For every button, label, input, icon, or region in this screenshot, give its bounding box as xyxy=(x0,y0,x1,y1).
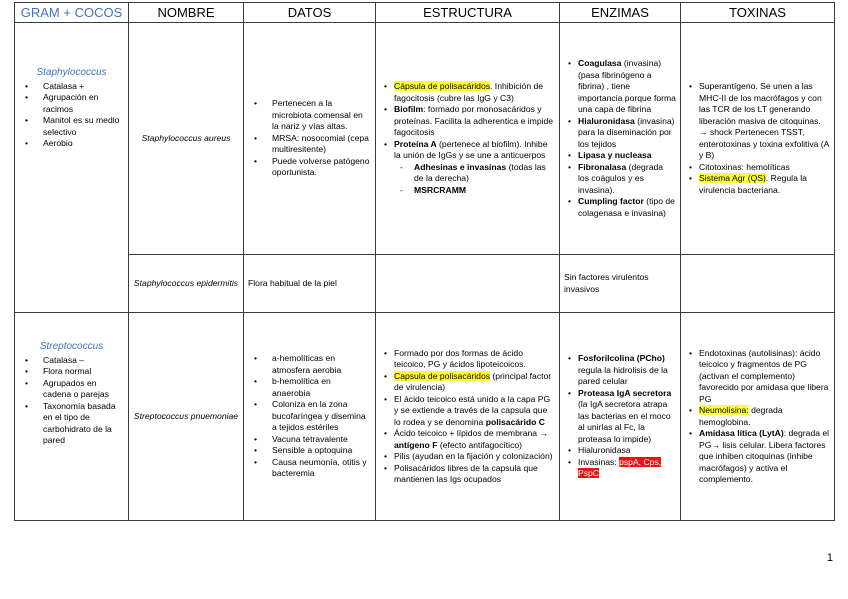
page-number: 1 xyxy=(826,552,833,564)
staph-traits xyxy=(19,81,124,150)
epidermitis-datos: Flora habitual de la piel xyxy=(244,255,376,313)
list-item: • Lipasa y nucleasa xyxy=(578,150,676,162)
aureus-enzimas xyxy=(560,23,681,255)
list-item: • Proteasa IgA secretora (la IgA secretora atrapa las bacterias en el moco al unirlas al Fc, la proteasa lo impide) xyxy=(578,388,676,446)
list-item: • Flora normal xyxy=(43,366,124,378)
list-item: • Sensible a optoquina xyxy=(272,445,371,457)
strep-genus-cell xyxy=(15,313,129,521)
list-item: • Hialuronidasa (invasina) para la diseminación por los tejidos xyxy=(578,116,676,151)
list-item: • Cápsula de polisacáridos. Inhibición de fagocitosis (cubre las IgG y C3) xyxy=(394,81,555,104)
list-item: • Taxonomía basada en el tipo de carbohidrato de la pared xyxy=(43,401,124,447)
header-toxinas: TOXINAS xyxy=(681,3,835,23)
list-item: • Endotoxinas (autolisinas): ácido teicoico y fragmentos de PG (activan el complemento) favorecido por amidasa que libera PG xyxy=(699,348,830,406)
list-item: • Capsula de polisacáridos (principal factor de virulencia) xyxy=(394,371,555,394)
row-staph-epidermitis xyxy=(15,255,835,313)
aureus-datos xyxy=(244,23,376,255)
pneumoniae-enzimas xyxy=(560,313,681,521)
list-item: • Pertenecen a la microbiota comensal en la nariz y vías altas. xyxy=(272,98,371,133)
epidermitis-name: Staphylococcus epidermitis xyxy=(129,255,244,313)
list-item: • Vacuna tetravalente xyxy=(272,434,371,446)
list-item: • Polisacáridos libres de la capsula que mantienen las Igs ocupados xyxy=(394,463,555,486)
row-staph-aureus xyxy=(15,23,835,255)
list-item: • Superantígeno. Se unen a las MHC-II de los macrófagos y con las TCR de los LT generando liberación masiva de citoquinas. → shock Pertenecen TSST, enterotoxinas y toxina exfolitiva (A y B) xyxy=(699,81,830,162)
list-item: • MRSA: nosocomial (cepa multiresitente) xyxy=(272,133,371,156)
header-estructura: ESTRUCTURA xyxy=(376,3,560,23)
sub-list-item: - MSRCRAMM xyxy=(414,185,555,197)
highlight-capsula: Cápsula de polisacáridos xyxy=(394,81,491,91)
list-item: • Ácido teicoico + lípidos de membrana → antígeno F (efecto antifagocítico) xyxy=(394,428,555,451)
header-row xyxy=(15,3,835,23)
list-item: • Amidasa lítica (LytA): degrada el PG→ lisis celular. Libera factores que inhiben citoquinas (inhibe macrófagos) y activa el complemento. xyxy=(699,428,830,486)
staph-genus: Staphylococcus xyxy=(36,67,107,78)
highlight-invasinas: pspA, Cps, PspC xyxy=(578,456,662,479)
list-item: • Invasinas: pspA, Cps, PspC xyxy=(578,457,676,480)
list-item: • Sistema Agr (QS). Regula la virulencia bacteriana. xyxy=(699,173,830,196)
list-item: • Agrupación en racimos xyxy=(43,92,124,115)
epidermitis-estructura xyxy=(376,255,560,313)
header-datos: DATOS xyxy=(244,3,376,23)
list-item: • Coloniza en la zona bucofaríngea y disemina a tejidos estériles xyxy=(272,399,371,434)
strep-genus: Streptococcus xyxy=(39,341,104,352)
list-item: • Citotoxinas: hemolíticas xyxy=(699,162,830,174)
list-item: • a-hemolíticas en atmosfera aerobia xyxy=(272,353,371,376)
row-strep-pneumoniae xyxy=(15,313,835,521)
list-item: • Catalasa – xyxy=(43,355,124,367)
list-item: • Hialuronidasa xyxy=(578,445,676,457)
list-item: • Biofilm: formado por monosacáridos y proteínas. Facilita la adherentica e impide fagocitosis xyxy=(394,104,555,139)
list-item: • Manitol es su medio selectivo xyxy=(43,115,124,138)
staph-genus-cell xyxy=(15,23,129,313)
aureus-name: Staphylococcus aureus xyxy=(129,23,244,255)
aureus-estructura xyxy=(376,23,560,255)
list-item: • Pilis (ayudan en la fijación y colonización) xyxy=(394,451,555,463)
list-item: • Fosforilcolina (PCho) regula la hidrolisis de la pared celular xyxy=(578,353,676,388)
header-enzimas: ENZIMAS xyxy=(560,3,681,23)
list-item: • Fibronalasa (degrada los coágulos y es invasina). xyxy=(578,162,676,197)
epidermitis-toxinas xyxy=(681,255,835,313)
list-item: • Proteína A (pertenece al biofilm). Inhibe la unión de IgGs y se une a anticuerpos - Adhesinas e invasinas (todas las de la derecha) - MSRCRAMM xyxy=(394,139,555,197)
sub-list-item: - Adhesinas e invasinas (todas las de la derecha) xyxy=(414,162,555,185)
pneumoniae-datos xyxy=(244,313,376,521)
list-item: • Agrupados en cadena o parejas xyxy=(43,378,124,401)
list-item: • b-hemolítica en anaerobia xyxy=(272,376,371,399)
list-item: • Causa neumonía, otitis y bacteremia xyxy=(272,457,371,480)
highlight-capsula: Capsula de polisacáridos xyxy=(394,370,491,381)
header-gram-cocos: GRAM + COCOS xyxy=(15,3,129,23)
list-item: • Coagulasa (invasina) (pasa fibrinógeno a fibrina) , tiene importancia porque forma una capa de fibrina xyxy=(578,58,676,116)
bacteria-table xyxy=(14,2,835,521)
strep-traits xyxy=(19,355,124,447)
list-item: • Catalasa + xyxy=(43,81,124,93)
list-item: • Cumpling factor (tipo de colagenasa e invasina) xyxy=(578,196,676,219)
aureus-toxinas xyxy=(681,23,835,255)
header-nombre: NOMBRE xyxy=(129,3,244,23)
pneumoniae-estructura xyxy=(376,313,560,521)
pneumoniae-toxinas xyxy=(681,313,835,521)
highlight-neumolisina: Neumolisina: xyxy=(699,405,749,415)
epidermitis-enzimas: Sin factores virulentos invasivos xyxy=(560,255,681,313)
pneumoniae-name: Streptococcus pnuemoniae xyxy=(129,313,244,521)
list-item: • Neumolisina: degrada hemoglobina. xyxy=(699,405,830,428)
list-item: • Puede volverse patógeno oportunista. xyxy=(272,156,371,179)
list-item: • Aerobio xyxy=(43,138,124,150)
list-item: • Formado por dos formas de ácido teicoico, PG y ácidos lipoteicoicos. xyxy=(394,348,555,371)
list-item: • El ácido teicoico está unido a la capa PG y se extiende a través de la capsula que lo rodea y se denomina polisacárido C xyxy=(394,394,555,429)
highlight-agr: Sistema Agr (QS) xyxy=(699,173,766,183)
